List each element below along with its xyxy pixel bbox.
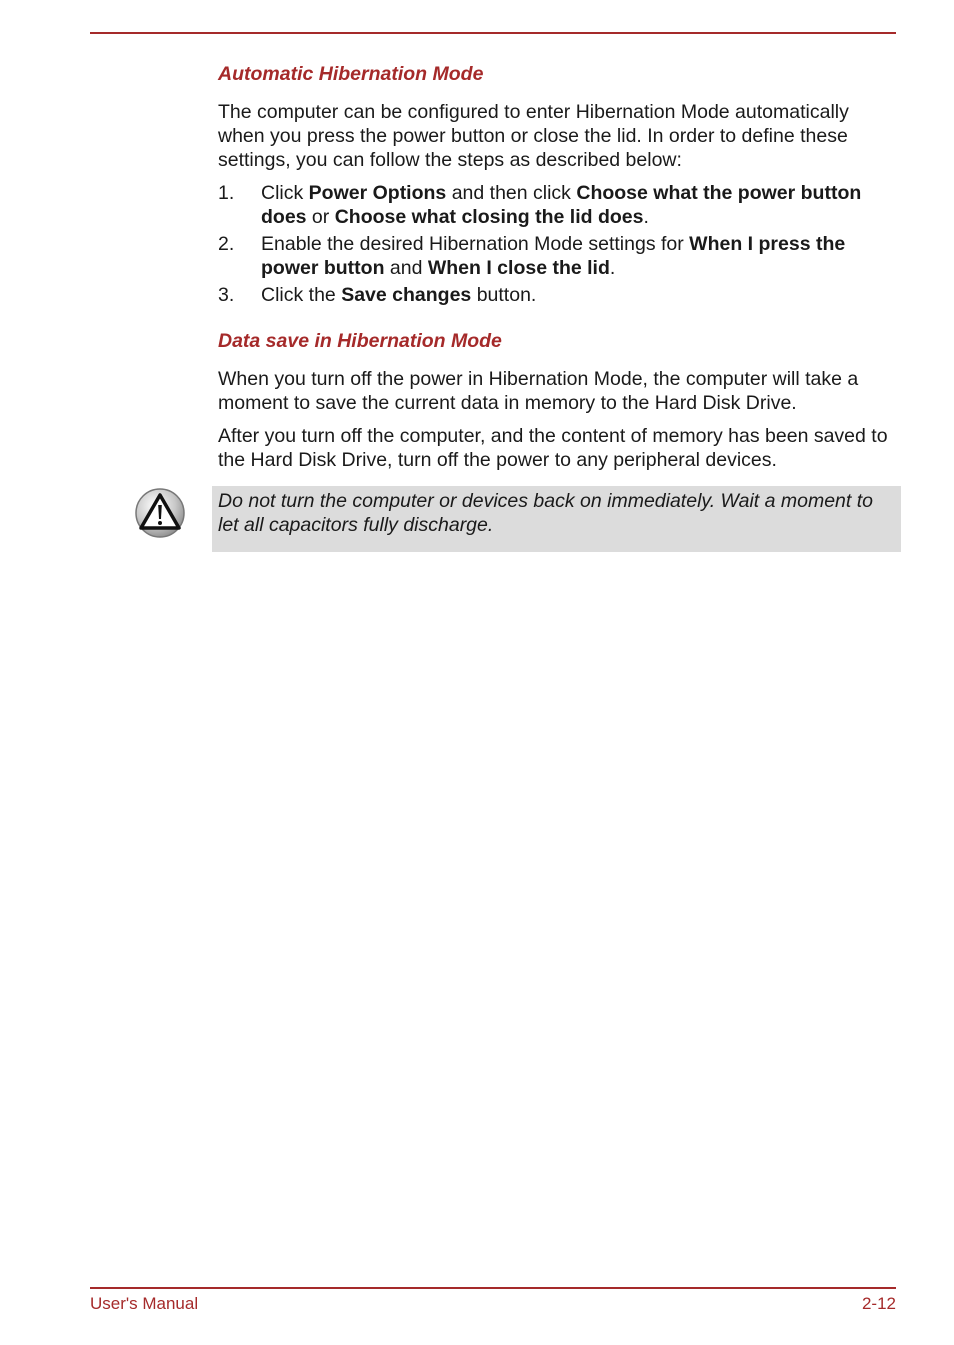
step-text: Enable the desired Hibernation Mode settings for (261, 233, 690, 255)
section-data-save (218, 329, 900, 472)
step-text: . (609, 257, 616, 279)
step-text: and then click (446, 182, 577, 204)
list-item (218, 283, 900, 307)
step-bold: Choose what closing the lid does (334, 206, 644, 228)
step-text: Click the (261, 284, 342, 306)
footer-rule (90, 1287, 896, 1289)
caution-icon (134, 487, 186, 539)
step-number: 3. (218, 284, 235, 306)
step-bold: Save changes (341, 284, 472, 306)
step-bold: When I press the power button (261, 233, 846, 279)
list-item (218, 232, 900, 280)
caution-text: Do not turn the computer or devices back on immediately. Wait a moment to let all capacitors fully discharge. (218, 490, 873, 536)
header-rule (90, 32, 896, 34)
step-text: button. (471, 284, 537, 306)
step-bold: Choose what the power button does (261, 182, 862, 228)
step-text: or (306, 206, 335, 228)
section-heading-automatic-hibernation: Automatic Hibernation Mode (218, 63, 484, 85)
step-bold: Power Options (308, 182, 447, 204)
steps-list (218, 181, 900, 307)
section-heading-data-save: Data save in Hibernation Mode (218, 330, 502, 352)
step-number: 2. (218, 233, 235, 255)
step-text: . (643, 206, 649, 228)
list-item (218, 181, 900, 229)
intro-paragraph: The computer can be configured to enter Hibernation Mode automatically when you press the power button or close the lid. In order to define these settings, you can follow the steps as described below: (218, 101, 849, 171)
step-bold: When I close the lid (427, 257, 610, 279)
footer-title: User's Manual (90, 1294, 199, 1313)
step-text: Click (261, 182, 309, 204)
paragraph: After you turn off the computer, and the content of memory has been saved to the Hard Disk Drive, turn off the power to any peripheral devices. (218, 425, 888, 471)
caution-note (212, 486, 901, 552)
page-content (218, 62, 900, 481)
page-number: 2-12 (861, 1294, 896, 1313)
step-number: 1. (218, 182, 235, 204)
step-text: and (384, 257, 428, 279)
paragraph: When you turn off the power in Hibernation Mode, the computer will take a moment to save the current data in memory to the Hard Disk Drive. (218, 368, 859, 414)
